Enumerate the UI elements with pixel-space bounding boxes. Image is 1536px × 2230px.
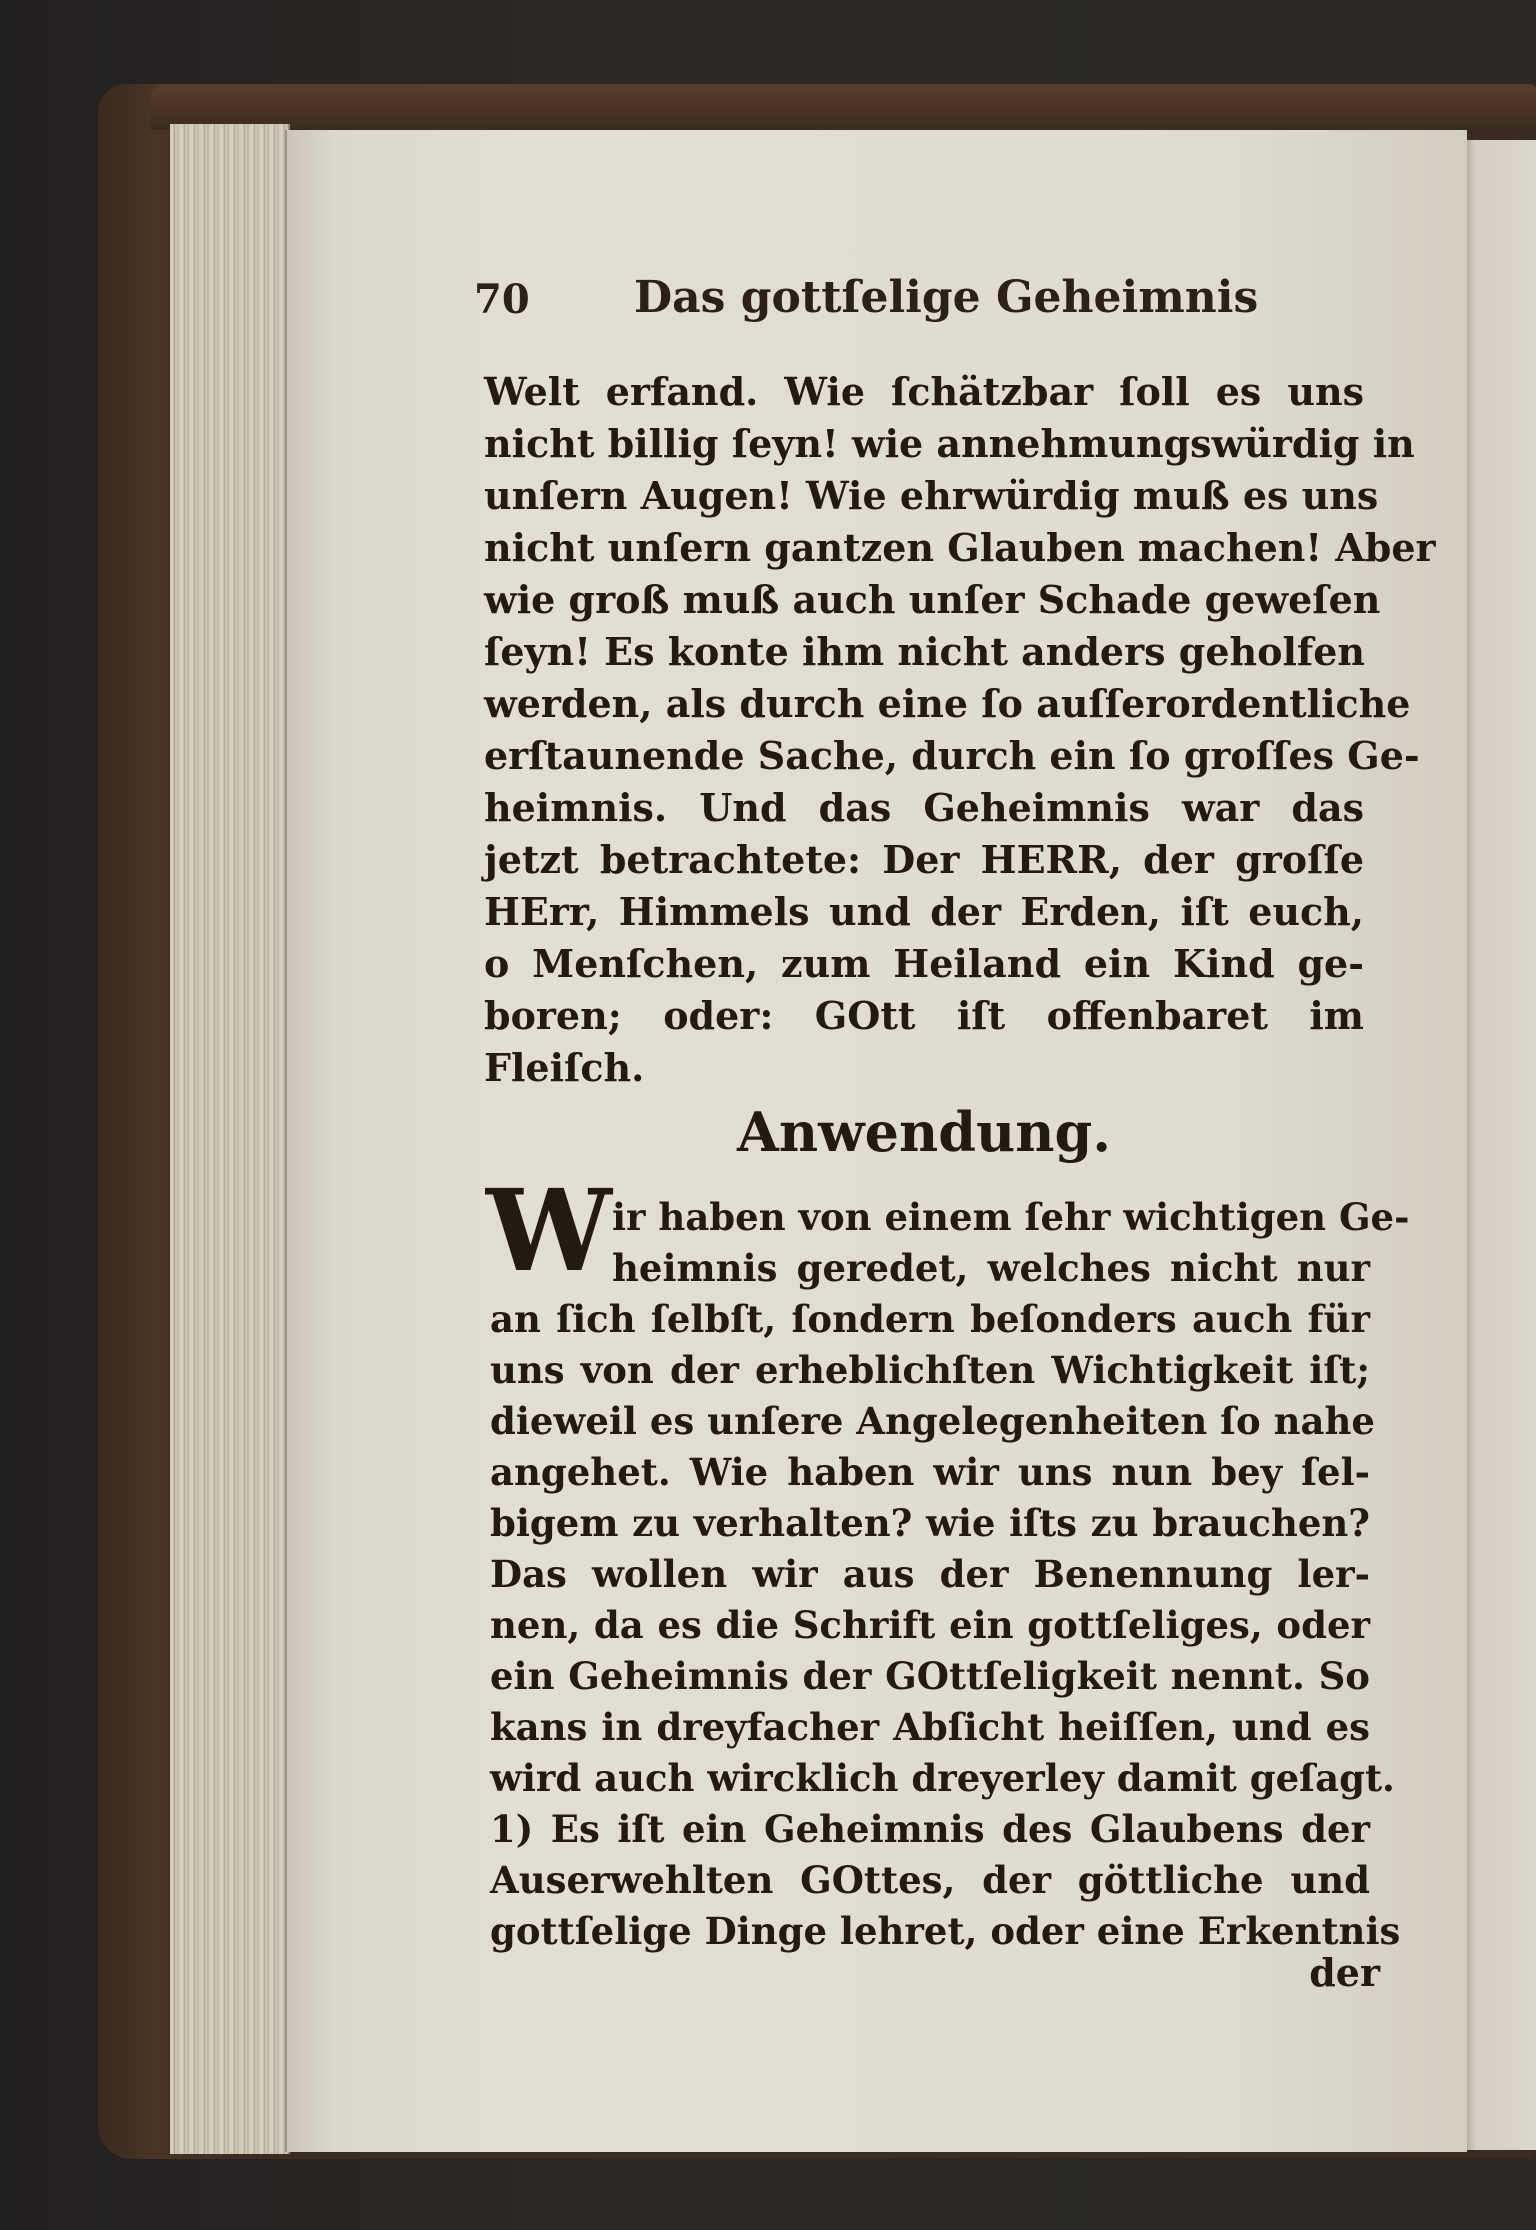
text-line: 1) Es iſt ein Geheimnis des Glaubens der bbox=[490, 1807, 1370, 1851]
text-line: ſeyn! Es konte ihm nicht anders geholfen bbox=[484, 629, 1366, 674]
section-heading: Anwendung. bbox=[736, 1100, 1112, 1164]
text-line: an ſich ſelbſt, ſondern beſonders auch für bbox=[490, 1297, 1370, 1341]
text-line: boren; oder: GOtt iſt offenbaret im bbox=[484, 993, 1364, 1038]
drop-cap: W bbox=[486, 1166, 612, 1297]
running-head: Das gottſelige Geheimnis bbox=[634, 272, 1259, 323]
text-line: dieweil es unſere Angelegenheiten ſo nahe bbox=[490, 1399, 1375, 1443]
text-line: Fleiſch. bbox=[484, 1045, 645, 1090]
text-line: jetzt betrachtete: Der HERR, der groſſe bbox=[484, 837, 1364, 882]
text-line: bigem zu verhalten? wie iſts zu brauchen? bbox=[490, 1501, 1370, 1545]
text-line: unſern Augen! Wie ehrwürdig muß es uns bbox=[484, 473, 1379, 518]
text-line: werden, als durch eine ſo auſſerordentliche bbox=[484, 681, 1411, 726]
body-paragraph bbox=[484, 366, 1436, 1094]
text-line: ein Geheimnis der GOttſeligkeit nennt. So bbox=[490, 1654, 1370, 1698]
text-line: o Menſchen, zum Heiland ein Kind ge- bbox=[484, 941, 1364, 986]
text-line: erſtaunende Sache, durch ein ſo groſſes Ge- bbox=[484, 733, 1420, 778]
page-header bbox=[474, 270, 1374, 340]
text-line: angehet. Wie haben wir uns nun bey ſel- bbox=[490, 1450, 1370, 1494]
text-line: uns von der erheblichſten Wichtigkeit iſt; bbox=[490, 1348, 1370, 1392]
text-line: wie groß muß auch unſer Schade geweſen bbox=[484, 577, 1381, 622]
application-paragraph bbox=[490, 1192, 1410, 1957]
text-line: heimnis geredet, welches nicht nur bbox=[612, 1246, 1370, 1290]
text-line: Welt erfand. Wie ſchätzbar ſoll es uns bbox=[484, 369, 1364, 414]
book-cover-top-edge bbox=[150, 84, 1536, 130]
page-block-edges bbox=[170, 124, 290, 2154]
page-number: 70 bbox=[474, 276, 530, 323]
facing-page-edge bbox=[1462, 140, 1536, 2150]
text-line: Auserwehlten GOttes, der göttliche und bbox=[490, 1858, 1370, 1902]
text-line: nen, da es die Schrift ein gottſeliges, oder bbox=[490, 1603, 1370, 1647]
text-line: kans in dreyfacher Abſicht heiſſen, und es bbox=[490, 1705, 1370, 1749]
text-line: ir haben von einem ſehr wichtigen Ge- bbox=[612, 1195, 1410, 1239]
text-line: Das wollen wir aus der Benennung ler- bbox=[490, 1552, 1370, 1596]
text-line: wird auch wircklich dreyerley damit geſagt. bbox=[490, 1756, 1395, 1800]
text-line: nicht billig ſeyn! wie annehmungswürdig in bbox=[484, 421, 1415, 466]
text-line: nicht unſern gantzen Glauben machen! Aber bbox=[484, 525, 1436, 570]
text-line: gottſelige Dinge lehret, oder eine Erkentnis bbox=[490, 1909, 1401, 1953]
text-line: HErr, Himmels und der Erden, iſt euch, bbox=[484, 889, 1364, 934]
catchword: der bbox=[1309, 1950, 1380, 1995]
text-line: heimnis. Und das Geheimnis war das bbox=[484, 785, 1364, 830]
